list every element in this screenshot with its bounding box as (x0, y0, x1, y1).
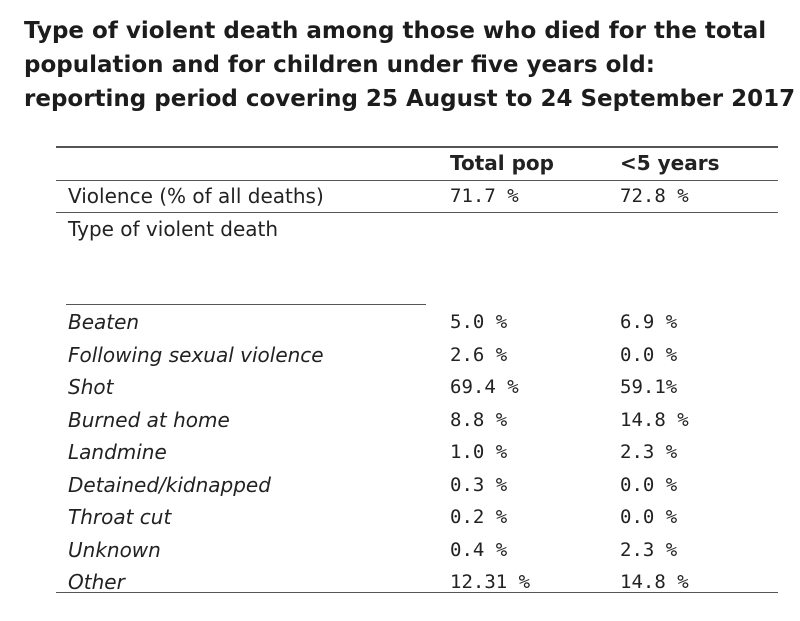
row-label: Detained/kidnapped (68, 473, 271, 497)
row-label: Beaten (68, 310, 140, 334)
row-total-pop: 69.4 % (450, 376, 519, 398)
row-under-5: 14.8 % (620, 571, 689, 593)
row-total-pop: 5.0 % (450, 311, 508, 333)
section-rule (66, 304, 426, 305)
row-label: Shot (68, 375, 114, 399)
violence-row-under5: 72.8 % (620, 185, 689, 207)
row-label: Unknown (68, 538, 161, 562)
row-total-pop: 8.8 % (450, 409, 508, 431)
row-total-pop: 0.3 % (450, 474, 508, 496)
row-total-pop: 0.4 % (450, 539, 508, 561)
row-label: Other (68, 570, 125, 594)
row-under-5: 0.0 % (620, 474, 678, 496)
row-total-pop: 0.2 % (450, 506, 508, 528)
table-top-rule (56, 146, 778, 148)
title-line-3: reporting period covering 25 August to 24 September 2017 (24, 86, 796, 112)
title-line-2: population and for children under five years old: (24, 52, 655, 78)
section-label: Type of violent death (68, 217, 279, 241)
header-under-5: <5 years (620, 151, 720, 175)
row-under-5: 59.1% (620, 376, 678, 398)
row-under-5: 2.3 % (620, 539, 678, 561)
row-under-5: 14.8 % (620, 409, 689, 431)
row-label: Burned at home (68, 408, 230, 432)
row-total-pop: 1.0 % (450, 441, 508, 463)
violence-row-total: 71.7 % (450, 185, 519, 207)
row-label: Landmine (68, 440, 167, 464)
row-under-5: 2.3 % (620, 441, 678, 463)
table-title (24, 14, 794, 116)
header-rule (56, 180, 778, 181)
row-under-5: 0.0 % (620, 506, 678, 528)
row-total-pop: 12.31 % (450, 571, 531, 593)
row-total-pop: 2.6 % (450, 344, 508, 366)
row-label: Throat cut (68, 505, 172, 529)
row-under-5: 6.9 % (620, 311, 678, 333)
table-bottom-rule (56, 592, 778, 593)
violence-row-label: Violence (% of all deaths) (68, 184, 324, 208)
row-label: Following sexual violence (68, 343, 324, 367)
title-line-1: Type of violent death among those who died for the total (24, 18, 767, 44)
row-under-5: 0.0 % (620, 344, 678, 366)
violence-row-rule (56, 212, 778, 213)
header-total-pop: Total pop (450, 151, 554, 175)
